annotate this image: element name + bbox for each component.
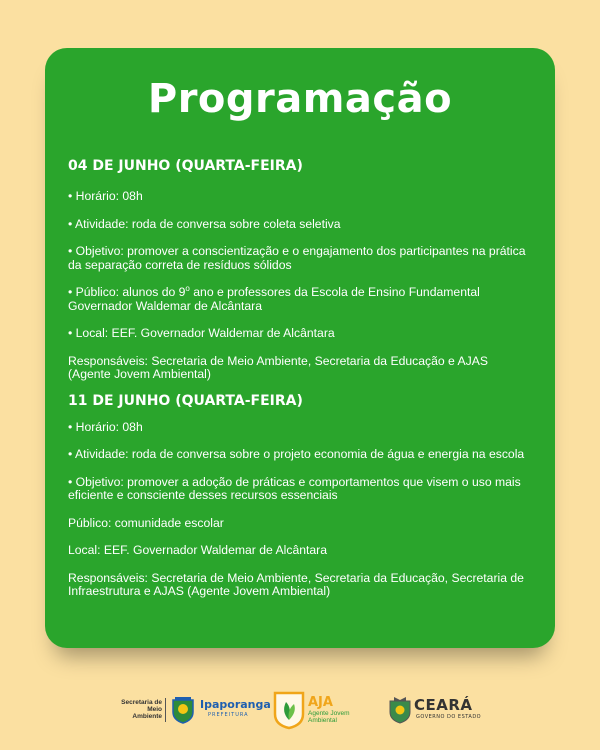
- event1-publico-sup: o: [185, 283, 190, 293]
- event1-objetivo: • Objetivo: promover a conscientização e o engajamento dos participantes na prática da separação correta de resíduos sólidos: [68, 244, 526, 272]
- secretaria-logo-text: Secretaria de Meio Ambiente: [121, 699, 162, 720]
- event1-horario: • Horário: 08h: [68, 189, 143, 203]
- event2-horario: • Horário: 08h: [68, 419, 143, 434]
- prefeitura-label: PREFEITURA: [208, 712, 249, 718]
- page-title: Programação: [147, 76, 453, 122]
- event1-atividade: • Atividade: roda de conversa sobre coleta seletiva: [68, 216, 341, 231]
- ipaporanga-logo-text: Ipaporanga: [200, 698, 271, 711]
- event1-publico: [68, 283, 528, 313]
- event2-atividade: • Atividade: roda de conversa sobre o projeto economia de água e energia na escola: [68, 447, 525, 461]
- event2-responsaveis: Responsáveis: Secretaria de Meio Ambiente, Secretaria da Educação, Secretaria de Infraestrutura e AJAS (Agente Jovem Ambiental): [68, 570, 524, 598]
- aja-badge-icon: [272, 690, 306, 730]
- aja-logo-text: AJA: [308, 695, 333, 710]
- event2-publico: Público: comunidade escolar: [68, 515, 224, 530]
- footer-divider: [165, 698, 166, 722]
- governo-label: GOVERNO DO ESTADO: [416, 714, 482, 720]
- footer-logos: [0, 688, 600, 736]
- event2-heading: 11 DE JUNHO (QUARTA-FEIRA): [68, 392, 303, 409]
- ceara-crest-icon: [388, 696, 412, 724]
- ceara-logo-text: CEARÁ: [414, 696, 473, 714]
- event2-objetivo: • Objetivo: promover a adoção de práticas e comportamentos que visem o uso mais eficiente e consciente desses recursos essenciais: [68, 474, 521, 502]
- event1-local: • Local: EEF. Governador Waldemar de Alcântara: [68, 326, 335, 340]
- aja-subtitle: Agente Jovem Ambiental: [308, 710, 350, 724]
- event1-heading: 04 DE JUNHO (QUARTA-FEIRA): [68, 158, 303, 174]
- event1-publico-pre: • Público: alunos do 9: [68, 285, 186, 299]
- event1-responsaveis: Responsáveis: Secretaria de Meio Ambiente, Secretaria da Educação e AJAS (Agente Jovem Ambiental): [68, 353, 489, 381]
- event2-local: Local: EEF. Governador Waldemar de Alcântara: [68, 543, 327, 557]
- event1-publico-post: ano e professores da Escola de Ensino Fundamental Governador Waldemar de Alcântara: [68, 285, 480, 313]
- program-content: [68, 158, 528, 613]
- ipaporanga-crest-icon: [171, 696, 195, 724]
